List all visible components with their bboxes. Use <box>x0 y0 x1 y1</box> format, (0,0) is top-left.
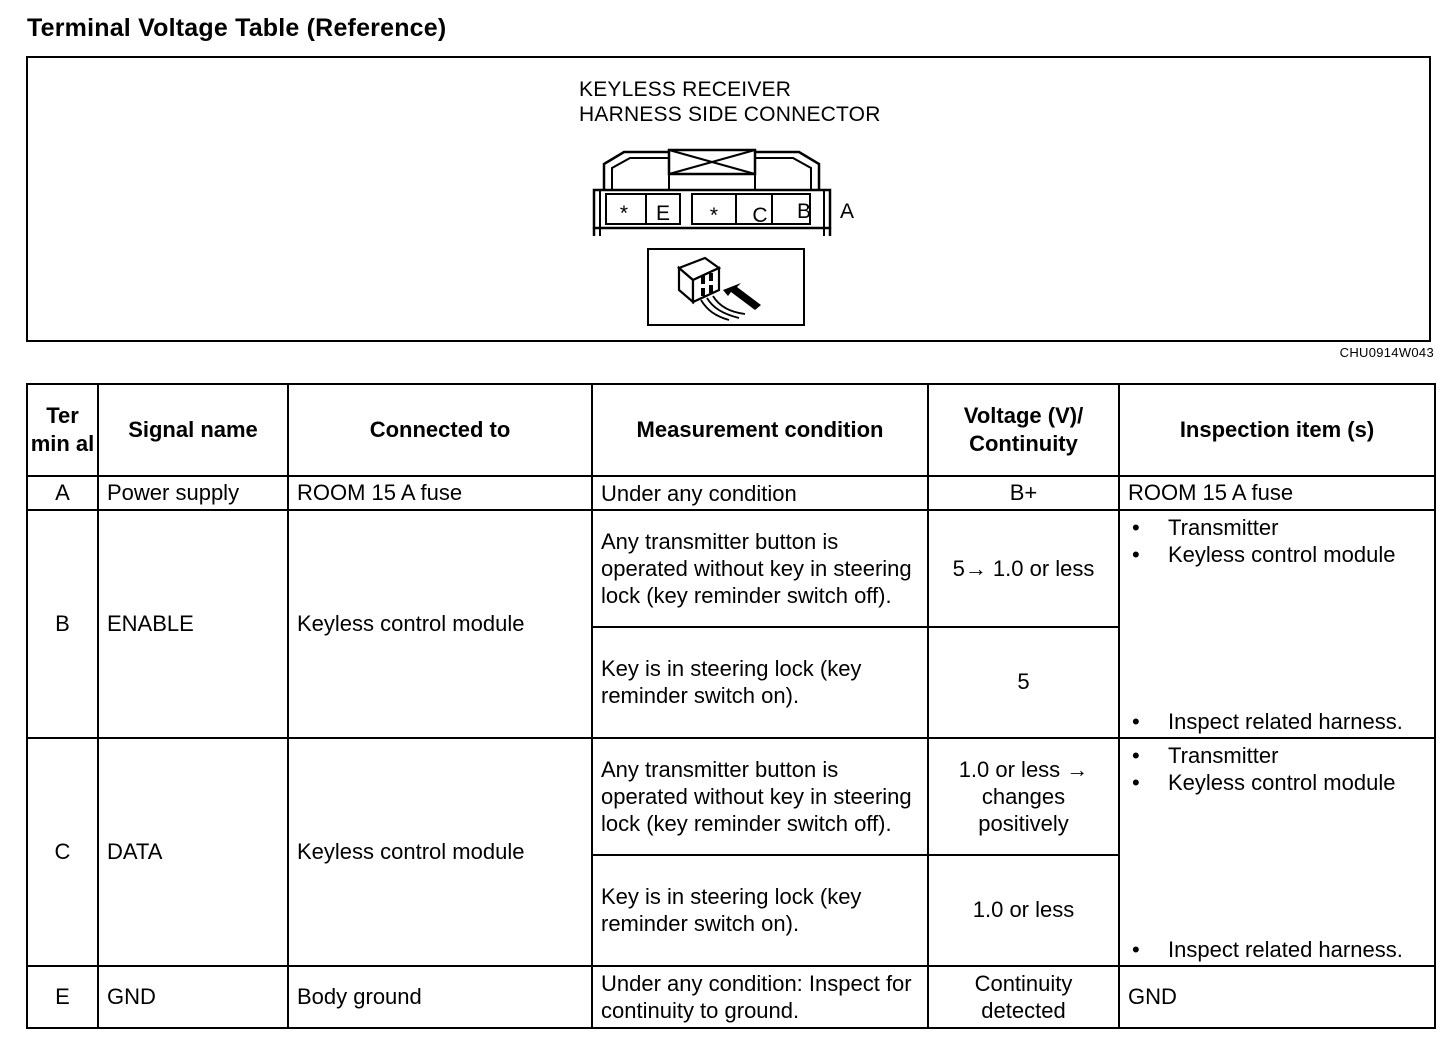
pin-label-1: * <box>619 202 629 225</box>
inspection-list-bottom <box>1120 708 1403 735</box>
page-title: Terminal Voltage Table (Reference) <box>27 14 447 42</box>
cell-signal: DATA <box>98 738 288 966</box>
cell-condition: Key is in steering lock (key reminder switch on). <box>592 855 928 966</box>
inspection-list <box>1120 514 1395 568</box>
cell-voltage: 1.0 or less → changes positively <box>928 738 1119 855</box>
cell-terminal: B <box>27 510 98 738</box>
header-connected-to: Connected to <box>288 384 592 476</box>
cell-terminal: C <box>27 738 98 966</box>
inspection-list <box>1120 742 1395 796</box>
list-item: • Keyless control module <box>1120 769 1395 796</box>
terminal-voltage-table <box>26 383 1436 1029</box>
pin-label-b: B <box>796 200 812 223</box>
cell-terminal: E <box>27 966 98 1028</box>
cell-signal: ENABLE <box>98 510 288 738</box>
header-inspection-item: Inspection item (s) <box>1119 384 1435 476</box>
cell-inspection <box>1119 738 1435 966</box>
cell-connected: ROOM 15 A fuse <box>288 476 592 510</box>
cell-signal: Power supply <box>98 476 288 510</box>
pin-label-e: E <box>655 202 671 225</box>
cell-voltage: 5→ 1.0 or less <box>928 510 1119 627</box>
connector-diagram <box>564 144 860 242</box>
cell-connected: Body ground <box>288 966 592 1028</box>
header-measurement-condition: Measurement condition <box>592 384 928 476</box>
cell-condition: Key is in steering lock (key reminder switch on). <box>592 627 928 738</box>
cell-voltage: Continuity detected <box>928 966 1119 1028</box>
cell-condition: Any transmitter button is operated without key in steering lock (key reminder switch off). <box>592 510 928 627</box>
table-row <box>27 738 1435 855</box>
cell-signal: GND <box>98 966 288 1028</box>
figure-label-connector: HARNESS SIDE CONNECTOR <box>579 103 881 126</box>
header-terminal: Ter min al <box>27 384 98 476</box>
table-header-row <box>27 384 1435 476</box>
cell-voltage: 1.0 or less <box>928 855 1119 966</box>
inspection-list-bottom <box>1120 936 1403 963</box>
list-item: • Inspect related harness. <box>1120 936 1403 963</box>
cell-terminal: A <box>27 476 98 510</box>
cell-connected: Keyless control module <box>288 738 592 966</box>
header-signal-name: Signal name <box>98 384 288 476</box>
connector-figure <box>26 56 1431 342</box>
cell-condition: Any transmitter button is operated without key in steering lock (key reminder switch off). <box>592 738 928 855</box>
pin-label-c: C <box>752 204 768 227</box>
table-row <box>27 510 1435 627</box>
list-item: • Inspect related harness. <box>1120 708 1403 735</box>
pin-label-3: * <box>709 204 719 227</box>
cell-condition: Under any condition: Inspect for continuity to ground. <box>592 966 928 1028</box>
cell-voltage: B+ <box>928 476 1119 510</box>
cell-condition: Under any condition <box>592 476 928 510</box>
pin-label-a: A <box>839 200 855 223</box>
cell-inspection <box>1119 510 1435 738</box>
list-item: • Keyless control module <box>1120 541 1395 568</box>
list-item: • Transmitter <box>1120 742 1395 769</box>
list-item: • Transmitter <box>1120 514 1395 541</box>
figure-label-receiver: KEYLESS RECEIVER <box>579 78 792 101</box>
header-voltage: Voltage (V)/ Continuity <box>928 384 1119 476</box>
harness-side-view-icon <box>647 248 805 326</box>
cell-connected: Keyless control module <box>288 510 592 738</box>
table-row <box>27 966 1435 1028</box>
table-row <box>27 476 1435 510</box>
figure-code: CHU0914W043 <box>1339 345 1434 360</box>
cell-inspection: GND <box>1119 966 1435 1028</box>
cell-inspection: ROOM 15 A fuse <box>1119 476 1435 510</box>
cell-voltage: 5 <box>928 627 1119 738</box>
